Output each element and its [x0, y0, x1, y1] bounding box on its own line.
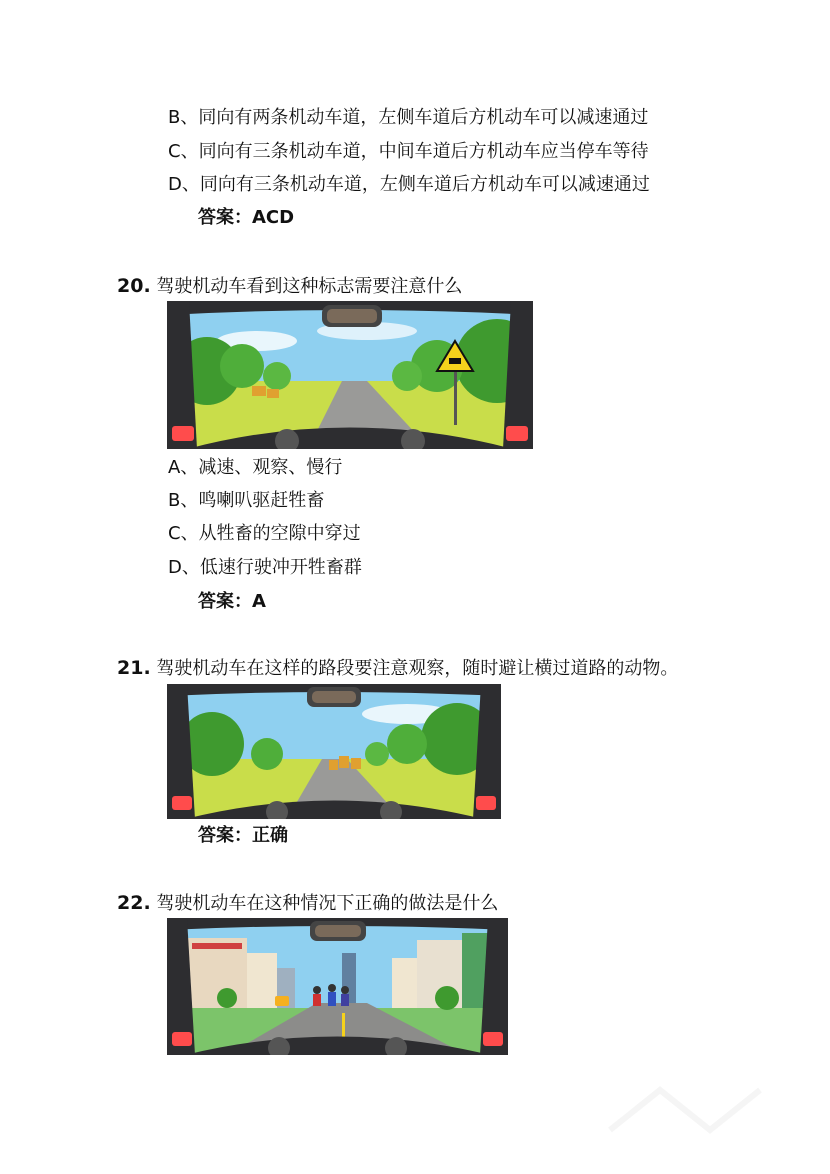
- q22-image: [167, 918, 508, 1055]
- q20-text: 驾驶机动车看到这种标志需要注意什么: [156, 276, 463, 297]
- q21-answer: 答案：正确: [198, 825, 288, 846]
- windshield-road-animals-crossing-icon: [167, 684, 501, 819]
- q20-option-d: D、低速行驶冲开牲畜群: [168, 557, 362, 578]
- q19-option-b: B、同向有两条机动车道，左侧车道后方机动车可以减速通过: [168, 107, 649, 128]
- windshield-city-street-cyclists-icon: [167, 918, 508, 1055]
- windshield-road-livestock-sign-icon: [167, 301, 533, 449]
- q19-option-c: C、同向有三条机动车道，中间车道后方机动车应当停车等待: [168, 141, 649, 162]
- q22-number: 22.: [117, 892, 151, 914]
- q19-option-d: D、同向有三条机动车道，左侧车道后方机动车可以减速通过: [168, 174, 650, 195]
- watermark-icon: [600, 1080, 780, 1140]
- q20-number: 20.: [117, 275, 151, 297]
- q20-question: [117, 273, 462, 300]
- q21-text: 驾驶机动车在这样的路段要注意观察，随时避让横过道路的动物。: [156, 658, 679, 679]
- q20-option-c: C、从牲畜的空隙中穿过: [168, 523, 361, 544]
- q21-image: [167, 684, 501, 819]
- q20-option-a: A、减速、观察、慢行: [168, 457, 343, 478]
- q20-answer: 答案：A: [198, 591, 266, 612]
- q20-option-b: B、鸣喇叭驱赶牲畜: [168, 490, 325, 511]
- q21-number: 21.: [117, 657, 151, 679]
- q22-question: [117, 890, 498, 917]
- q20-image: [167, 301, 533, 449]
- q19-answer: 答案：ACD: [198, 207, 295, 228]
- q21-question: [117, 655, 678, 682]
- q22-text: 驾驶机动车在这种情况下正确的做法是什么: [156, 893, 499, 914]
